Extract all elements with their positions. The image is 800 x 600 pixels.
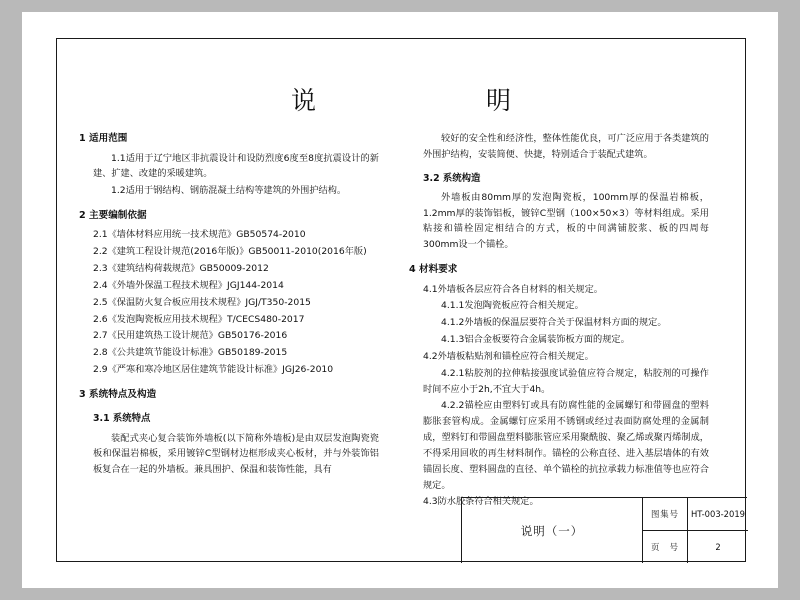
list-item: 4.1.2外墙板的保温层要符合关于保温材料方面的规定。 (441, 317, 667, 329)
set-number-label: 图集号 (643, 498, 688, 530)
right-text-column (409, 131, 709, 511)
list-item: 2.8《公共建筑节能设计标准》GB50189-2015 (93, 347, 288, 359)
page-number-row (643, 531, 748, 564)
list-item: 2.4《外墙外保温工程技术规程》JGJ144-2014 (93, 279, 284, 291)
list-item: 2.6《发泡陶瓷板应用技术规程》T/CECS480-2017 (93, 313, 305, 325)
document-page (22, 12, 778, 588)
body-paragraph: 较好的安全性和经济性，整体性能优良，可广泛应用于各类建筑的外围护结构，安装简便、快捷，特别适合于装配式建筑。 (423, 133, 709, 160)
section-heading: 4 材料要求 (409, 264, 458, 276)
subsection-heading: 3.1 系统特点 (93, 413, 151, 425)
list-item: 2.2《建筑工程设计规范(2016年版)》GB50011-2010(2016年版) (93, 246, 367, 258)
sheet-title: 说明（一） (520, 523, 584, 538)
list-item: 4.1.3铝合金板要符合金属装饰板方面的规定。 (441, 334, 630, 346)
list-item: 2.9《严寒和寒冷地区居住建筑节能设计标准》JGJ26-2010 (93, 364, 334, 376)
list-item: 1.2适用于钢结构、钢筋混凝土结构等建筑的外围护结构。 (111, 185, 347, 197)
section-heading: 1 适用范围 (79, 133, 128, 144)
subsection-heading: 3.2 系统构造 (423, 172, 481, 184)
page-number-label: 页 号 (643, 531, 688, 564)
title-block (461, 497, 747, 563)
body-paragraph: 装配式夹心复合装饰外墙板(以下简称外墙板)是由双层发泡陶瓷瓷板和保温岩棉板，采用镀锌C型钢材边框形成夹心板材，并与外装饰铝板复合在一起的外墙板。兼具围护、保温和装饰性能，具有 (93, 432, 379, 476)
list-item: 4.1外墙板各层应符合各自材料的相关规定。 (423, 283, 603, 295)
list-item: 4.2.1粘胶剂的拉伸粘接强度试验值应符合规定，粘胶剂的可操作时间不应小于2h,不宜大于4h。 (423, 367, 709, 395)
section-heading: 3 系统特点及构造 (79, 388, 157, 400)
page-number-value: 2 (715, 541, 721, 552)
title-block-fields (642, 498, 748, 563)
set-number-row (643, 498, 748, 531)
list-item: 2.3《建筑结构荷载规范》GB50009-2012 (93, 263, 269, 275)
list-item: 4.3防水胶条符合相关规定。 (423, 496, 539, 508)
list-item: 4.1.1发泡陶瓷板应符合相关规定。 (441, 300, 584, 312)
list-item: 2.7《民用建筑热工设计规范》GB50176-2016 (93, 330, 288, 342)
drawing-border-frame (56, 38, 746, 562)
section-heading: 2 主要编制依据 (79, 209, 147, 221)
list-item: 1.1适用于辽宁地区非抗震设计和设防烈度6度至8度抗震设计的新建、扩建、改建的采暖建筑。 (93, 152, 379, 180)
page-title: 说 明 (290, 86, 551, 115)
list-item: 2.5《保温防火复合板应用技术规程》JGJ/T350-2015 (93, 296, 311, 308)
list-item: 4.2.2锚栓应由塑料钉或具有防腐性能的金属螺钉和带圆盘的塑料膨胀套管构成。金属螺钉应采用不锈钢或经过表面防腐处理的金属制成，塑料钉和带圆盘塑料膨胀管应采用聚酰胺、聚乙烯或聚丙烯制成，不得采用回收的再生材料制作。锚栓的公称直径、进入基层墙体的有效锚固长度、塑料圆盘的直径、单个锚栓的抗拉承载力标准值等也应符合规定。 (423, 400, 709, 491)
left-text-column (79, 131, 379, 479)
list-item: 4.2外墙板粘贴剂和锚栓应符合相关规定。 (423, 350, 594, 362)
set-number-value: HT-003-2019 (691, 508, 745, 519)
list-item: 2.1《墙体材料应用统一技术规范》GB50574-2010 (93, 229, 306, 241)
body-paragraph: 外墙板由80mm厚的发泡陶瓷板，100mm厚的保温岩棉板，1.2mm厚的装饰铝板，镀锌C型钢（100×50×3）等材料组成。采用粘接和锚栓固定相结合的方式，板的中间满铺胶浆、板的四周每300mm设一个锚栓。 (423, 191, 709, 251)
